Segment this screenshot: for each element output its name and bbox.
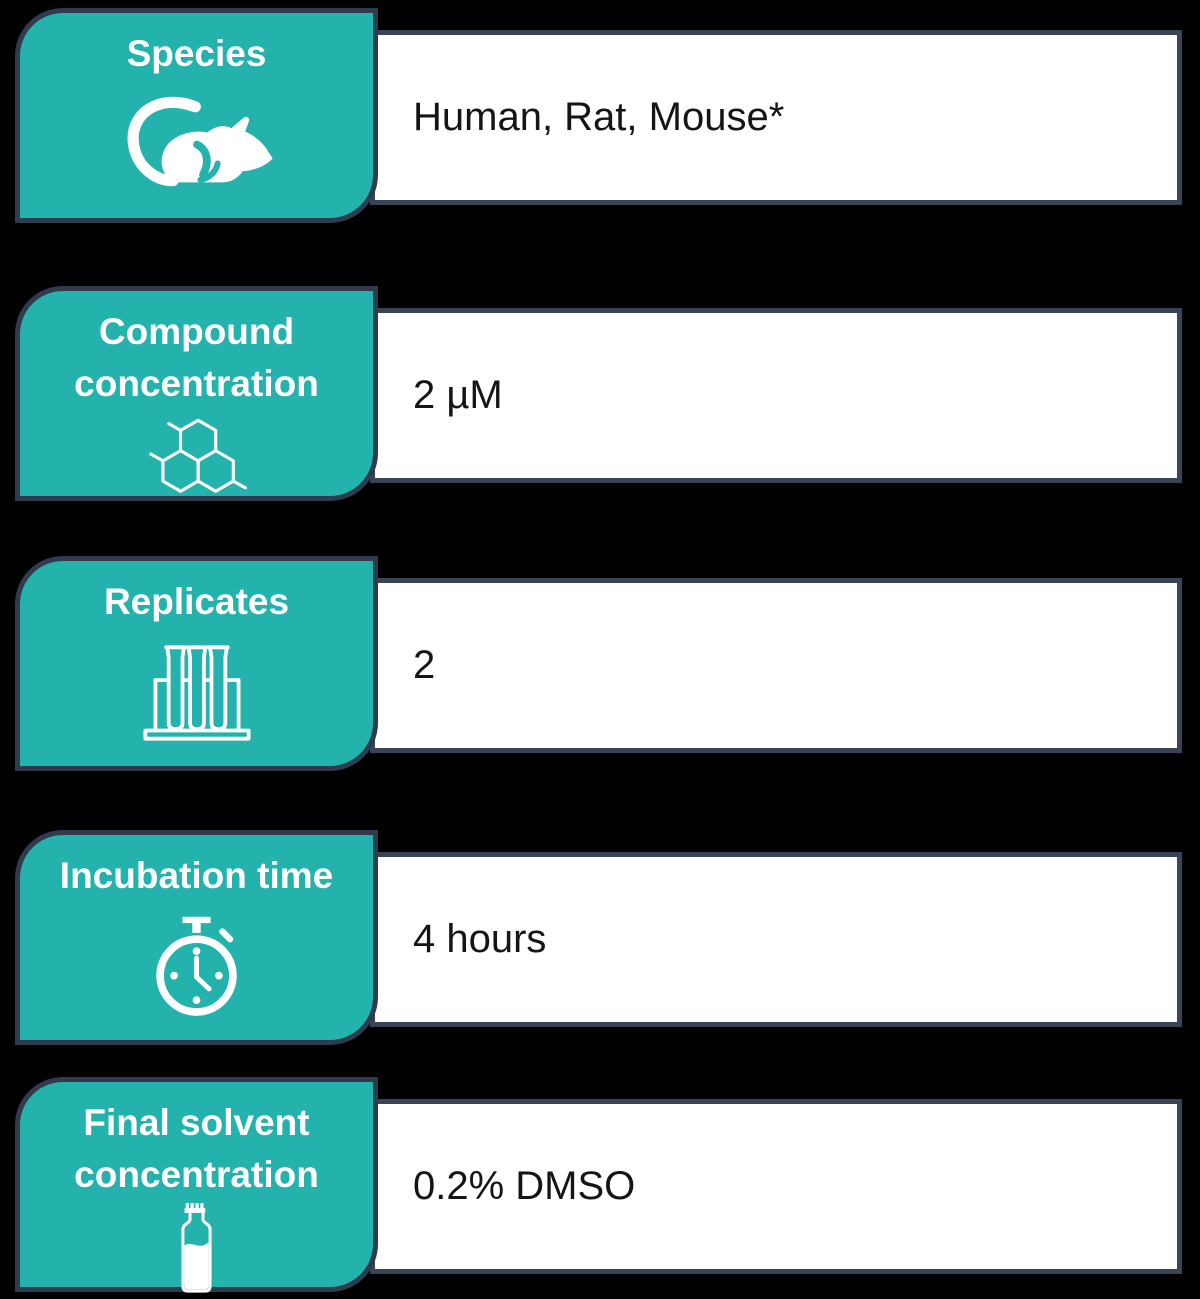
replicates-value: 2 — [413, 643, 436, 687]
row-compound-concentration — [0, 286, 1200, 501]
stopwatch-icon — [144, 902, 249, 1040]
incubation-time-label: Incubation time — [59, 855, 334, 896]
final-solvent-card — [15, 1077, 378, 1292]
final-solvent-label: Final solvent concentration — [74, 1102, 319, 1195]
incubation-time-card — [15, 830, 378, 1045]
final-solvent-value-box — [370, 1099, 1182, 1274]
row-incubation-time — [0, 830, 1200, 1045]
test-tubes-icon — [134, 628, 260, 766]
row-final-solvent-concentration — [0, 1077, 1200, 1292]
replicates-value-box — [370, 578, 1182, 753]
species-label: Species — [126, 33, 267, 74]
bottle-icon — [172, 1201, 221, 1299]
row-replicates — [0, 556, 1200, 771]
species-value-box — [370, 30, 1182, 205]
species-value: Human, Rat, Mouse* — [413, 95, 785, 139]
incubation-time-value: 4 hours — [413, 917, 547, 961]
incubation-time-value-box — [370, 852, 1182, 1027]
replicates-card — [15, 556, 378, 771]
compound-concentration-value: 2 µM — [413, 373, 503, 417]
compound-concentration-card — [15, 286, 378, 501]
final-solvent-value: 0.2% DMSO — [413, 1164, 636, 1208]
species-card — [15, 8, 378, 223]
compound-concentration-label: Compound concentration — [74, 311, 319, 404]
row-species — [0, 8, 1200, 223]
molecule-icon — [135, 410, 259, 514]
mouse-icon — [111, 80, 283, 218]
replicates-label: Replicates — [103, 581, 290, 622]
compound-concentration-value-box — [370, 308, 1182, 483]
